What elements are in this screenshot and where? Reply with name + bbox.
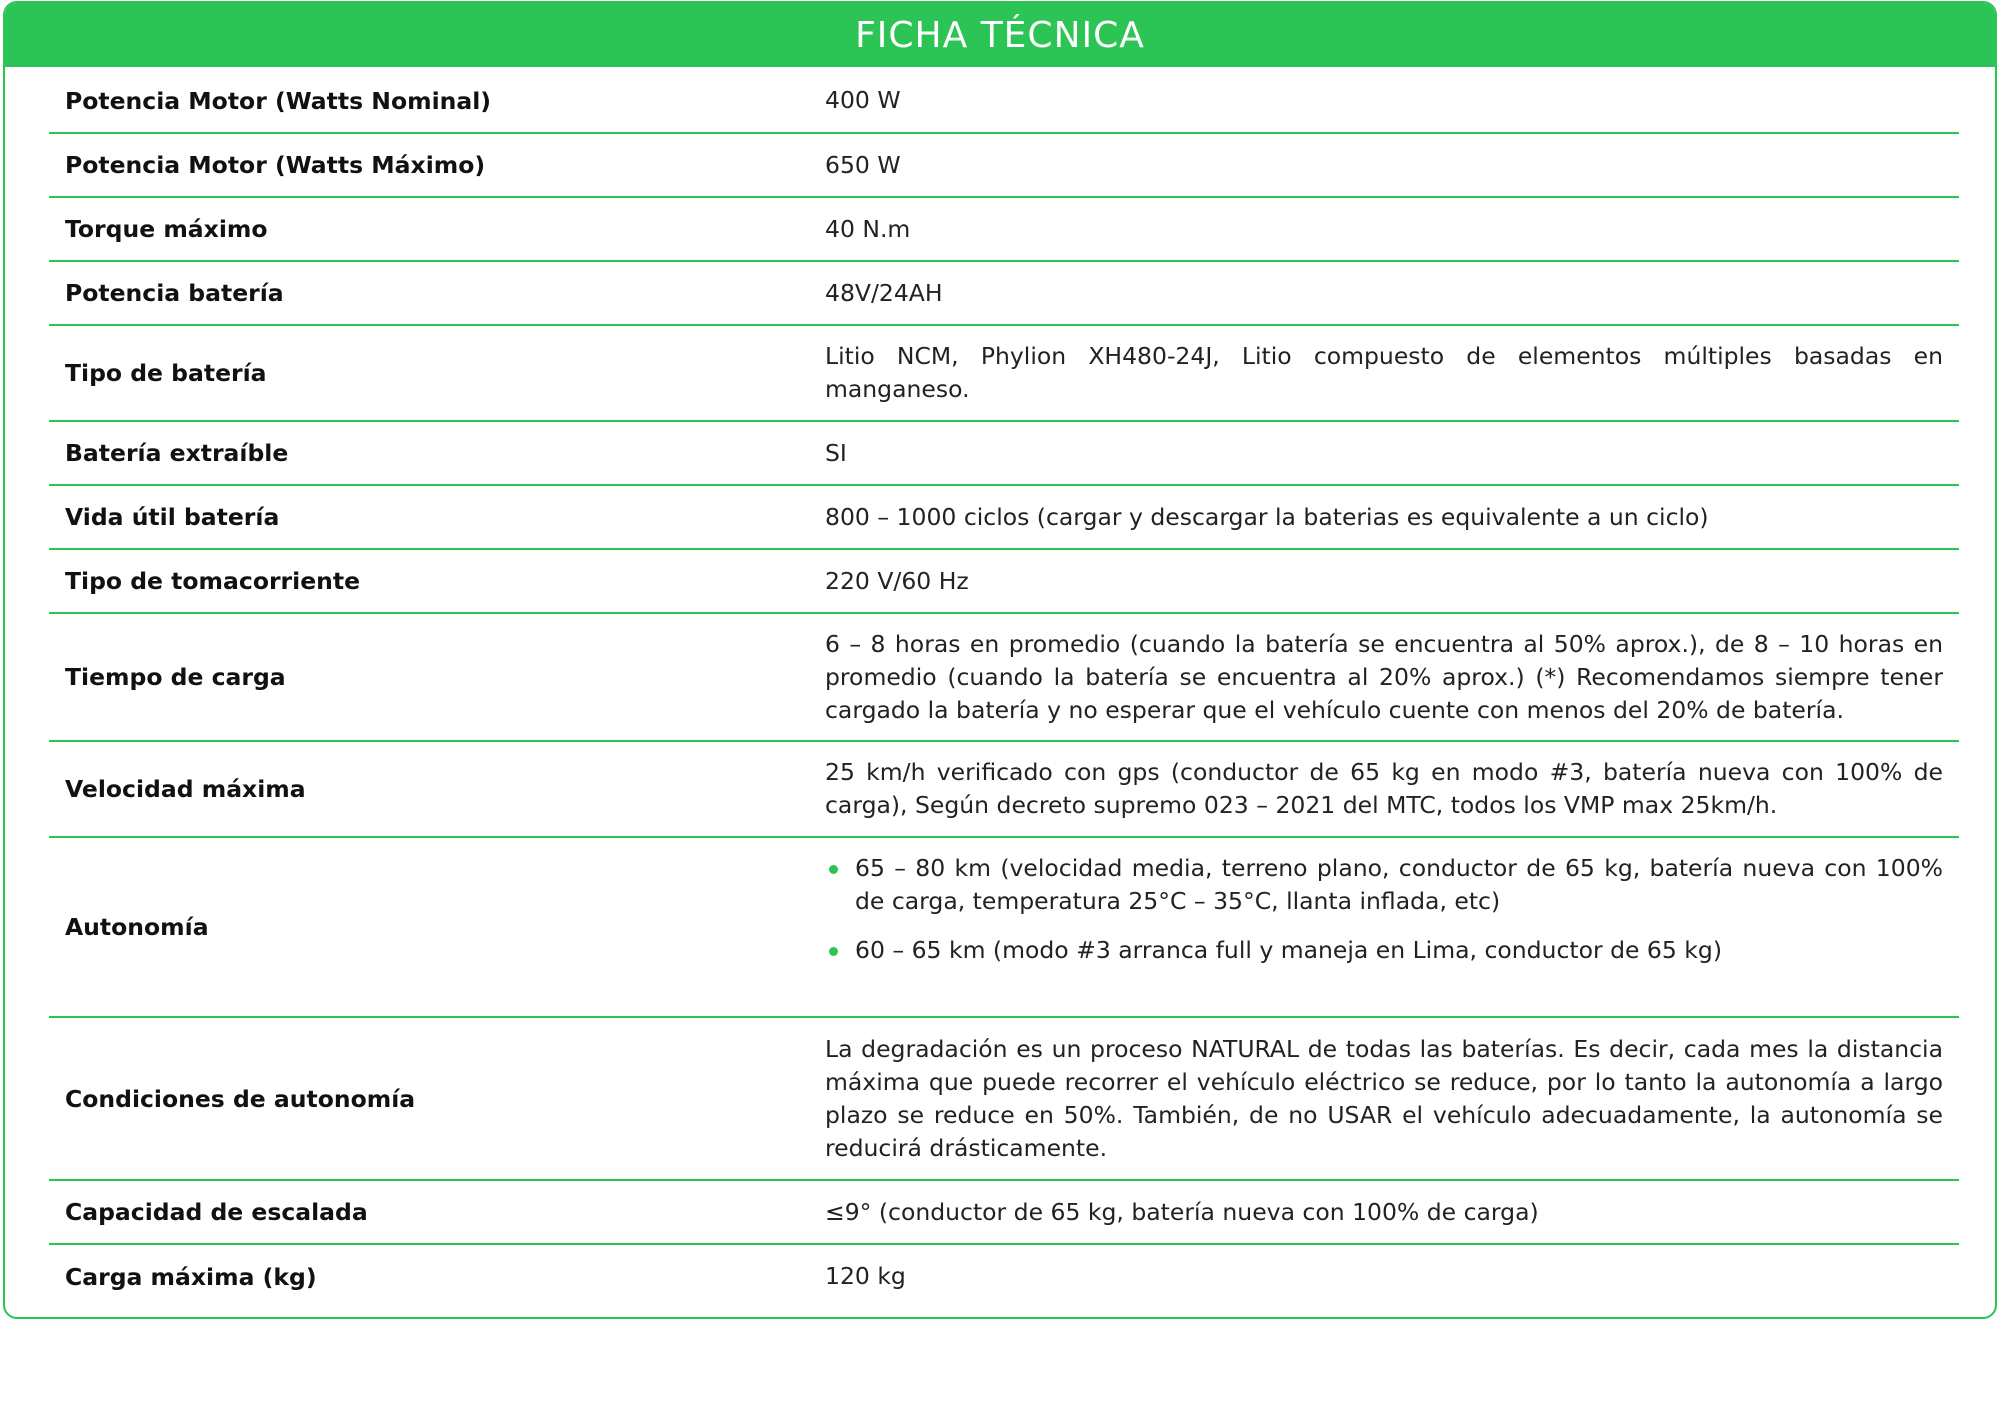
- spec-label: Carga máxima (kg): [65, 1262, 317, 1291]
- table-row: [49, 485, 1959, 549]
- spec-value: 650 W: [825, 150, 901, 179]
- spec-value: 48V/24AH: [825, 278, 943, 307]
- table-row: [49, 325, 1959, 421]
- spec-sheet-card: [3, 1, 1997, 1319]
- spec-table: [49, 69, 1959, 1308]
- spec-label: Tipo de tomacorriente: [65, 567, 361, 595]
- list-item-text: 65 – 80 km (velocidad media, terreno plano, conductor de 65 kg, batería nueva con 100% de carga, temperatura 25°C – 35°C, llanta inflada, etc): [855, 854, 1943, 915]
- spec-value: 220 V/60 Hz: [825, 566, 969, 595]
- spec-label: Potencia Motor (Watts Máximo): [65, 151, 486, 179]
- table-row: [49, 1017, 1959, 1180]
- spec-value: 120 kg: [825, 1262, 906, 1290]
- spec-label: Velocidad máxima: [65, 775, 306, 803]
- list-item: [825, 852, 1943, 918]
- spec-label: Autonomía: [65, 913, 209, 941]
- bullet-icon: [829, 865, 838, 874]
- spec-label: Batería extraíble: [65, 439, 289, 467]
- autonomy-list: [825, 852, 1943, 967]
- list-item-text: 60 – 65 km (modo #3 arranca full y maneja en Lima, conductor de 65 kg): [855, 936, 1722, 964]
- spec-sheet-title: FICHA TÉCNICA: [855, 14, 1145, 56]
- spec-label: Vida útil batería: [65, 503, 280, 531]
- table-row: [49, 613, 1959, 741]
- spec-value: 40 N.m: [825, 214, 911, 243]
- spec-value: ≤9° (conductor de 65 kg, batería nueva con 100% de carga): [825, 1197, 1539, 1226]
- spec-label: Tipo de batería: [65, 359, 267, 387]
- table-row: [49, 197, 1959, 261]
- spec-label: Potencia Motor (Watts Nominal): [65, 86, 492, 115]
- table-row: [49, 1180, 1959, 1244]
- spec-label: Capacidad de escalada: [65, 1198, 368, 1226]
- spec-label: Tiempo de carga: [65, 663, 286, 691]
- spec-value: 6 – 8 horas en promedio (cuando la batería se encuentra al 50% aprox.), de 8 – 10 horas en promedio (cuando la batería se encuentra al 20% aprox.) (*) Recomendamos siempre tener cargado la batería y no esperar que el vehículo cuente con menos del 20% de batería.: [825, 629, 1943, 724]
- spec-sheet-header: [5, 3, 1995, 67]
- spec-value-list: [825, 837, 1959, 1017]
- spec-label: Potencia batería: [65, 279, 284, 307]
- table-row: [49, 837, 1959, 1017]
- table-row: [49, 69, 1959, 133]
- table-row: [49, 421, 1959, 485]
- table-row: [49, 741, 1959, 837]
- table-row: [49, 261, 1959, 325]
- table-row: [49, 133, 1959, 197]
- spec-value: 800 – 1000 ciclos (cargar y descargar la baterias es equivalente a un ciclo): [825, 502, 1709, 531]
- spec-value: 400 W: [825, 86, 901, 114]
- bullet-icon: [829, 947, 838, 956]
- table-row: [49, 549, 1959, 613]
- spec-value: Litio NCM, Phylion XH480-24J, Litio compuesto de elementos múltiples basadas en manganeso.: [825, 342, 1943, 403]
- spec-label: Condiciones de autonomía: [65, 1084, 416, 1113]
- spec-value: SI: [825, 438, 847, 467]
- spec-value: 25 km/h verificado con gps (conductor de 65 kg en modo #3, batería nueva con 100% de carga), Según decreto supremo 023 – 2021 del MTC, todos los VMP max 25km/h.: [825, 758, 1943, 819]
- list-item: [825, 934, 1943, 967]
- spec-value: La degradación es un proceso NATURAL de todas las baterías. Es decir, cada mes la distancia máxima que puede recorrer el vehículo eléctrico se reduce, por lo tanto la autonomía a largo plazo se reduce en 50%. También, de no USAR el vehículo adecuadamente, la autonomía se reducirá drásticamente.: [825, 1034, 1943, 1162]
- spec-label: Torque máximo: [65, 215, 268, 243]
- table-row: [49, 1244, 1959, 1308]
